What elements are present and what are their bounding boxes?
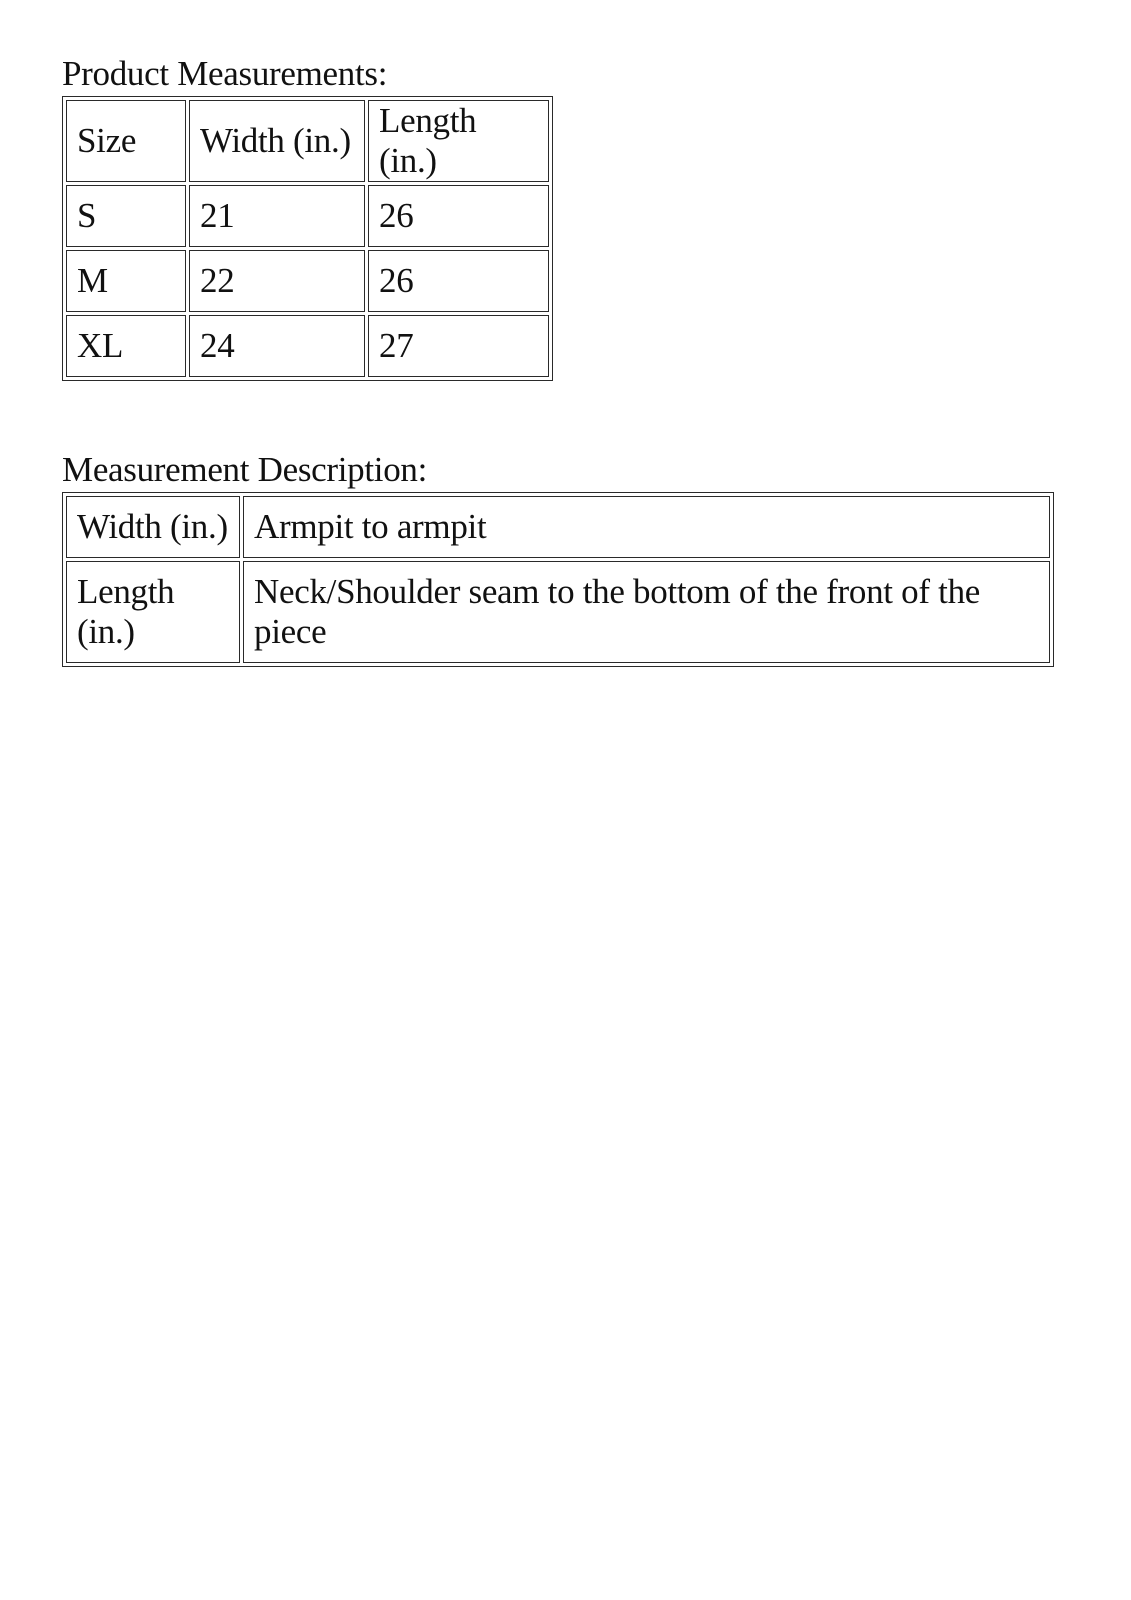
table-row [66, 315, 549, 377]
measurement-term-cell: Length (in.) [66, 561, 240, 663]
length-cell: 26 [368, 185, 549, 247]
width-cell: 22 [189, 250, 365, 312]
product-measurements-title: Product Measurements: [62, 54, 388, 93]
width-cell: 24 [189, 315, 365, 377]
size-cell: M [66, 250, 186, 312]
measurement-description-title: Measurement Description: [62, 450, 428, 489]
table-row [66, 496, 1050, 558]
length-cell: 26 [368, 250, 549, 312]
size-cell: S [66, 185, 186, 247]
table-row [66, 561, 1050, 663]
size-cell: XL [66, 315, 186, 377]
product-measurements-table [62, 96, 553, 381]
table-header-row [66, 100, 549, 182]
table-row [66, 250, 549, 312]
measurement-definition-cell: Armpit to armpit [243, 496, 1050, 558]
header-size: Size [66, 100, 186, 182]
header-length: Length (in.) [368, 100, 549, 182]
header-width: Width (in.) [189, 100, 365, 182]
width-cell: 21 [189, 185, 365, 247]
measurement-description-table [62, 492, 1054, 667]
measurement-term-cell: Width (in.) [66, 496, 240, 558]
table-row [66, 185, 549, 247]
length-cell: 27 [368, 315, 549, 377]
measurement-definition-cell: Neck/Shoulder seam to the bottom of the front of the piece [243, 561, 1050, 663]
